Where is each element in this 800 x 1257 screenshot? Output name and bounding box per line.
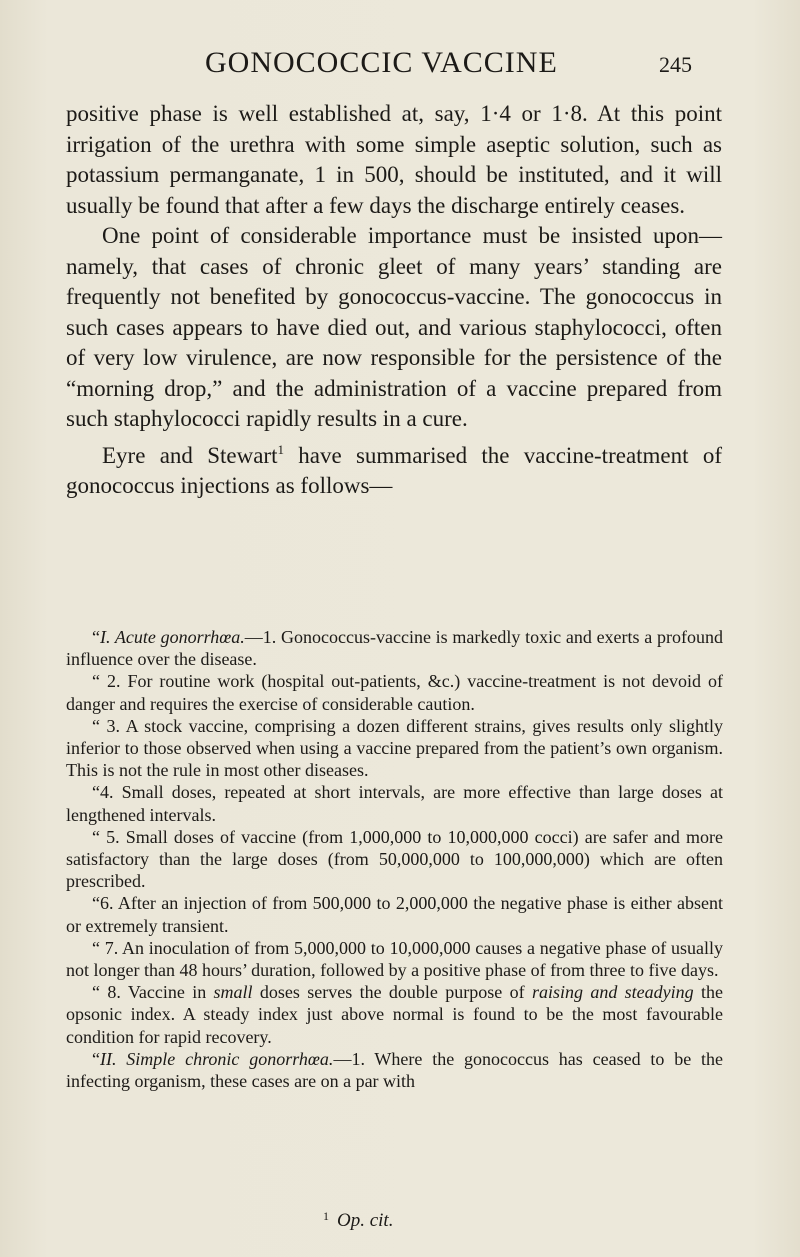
quote-open-mark: “ <box>92 937 100 958</box>
quote-item <box>66 826 723 893</box>
quote-item <box>66 981 723 1048</box>
quote-open-mark: “ <box>92 715 100 736</box>
quote-item <box>66 937 723 981</box>
running-title: GONOCOCCIC VACCINE <box>205 46 558 79</box>
paragraph-2: One point of considerable importance must be insisted upon—namely, that cases of chronic gleet of many years’ standing are frequently not benefited by gonococcus-vaccine. The gonococcus in such cases appears to have died out, and various staphylococci, often of very low virulence, are now responsible for the persistence of the “morning drop,” and the administration of a vaccine prepared from such staphylococci rapidly results in a cure. <box>66 223 722 431</box>
quote-open-mark: “ <box>92 627 100 647</box>
quote-text: 5. Small doses of vaccine (from 1,000,000 to 10,000,000 cocci) are safer and more satisfactory than the large doses (from 50,000,000 to 100,000,000) which are often prescribed. <box>66 826 723 892</box>
paragraph-3-start: Eyre and Stewart <box>102 442 278 468</box>
paragraph-3-end: have summarised the vaccine-treatment of gonococcus injections as follows— <box>66 442 722 498</box>
quote-open-mark: “ <box>92 893 100 914</box>
quote-text: 7. An inoculation of from 5,000,000 to 10,000,000 causes a negative phase of usually not longer than 48 hours’ duration, followed by a positive phase of from three to five days. <box>66 937 723 981</box>
footnote-reference: 1 <box>277 441 284 457</box>
footnote-mark: 1 <box>323 1209 329 1223</box>
quote-emphasis: small <box>213 982 253 1003</box>
quote-item <box>66 892 723 936</box>
paragraph-1: positive phase is well established at, say, 1·4 or 1·8. At this point irrigation of the urethra with some simple aseptic solution, such as potassium permanganate, 1 in 500, should be instituted, and it will usually be found that after a few days the discharge entirely ceases. <box>66 101 722 218</box>
quote-text: 6. After an injection of from 500,000 to 2,000,000 the negative phase is either absent or extremely transient. <box>66 893 723 936</box>
quote-item <box>66 715 723 782</box>
block-quote <box>66 626 723 1092</box>
quote-item <box>66 670 723 714</box>
page-number: 245 <box>659 52 692 77</box>
paragraph-3 <box>66 435 722 502</box>
footnote-text: Op. cit. <box>337 1210 394 1231</box>
main-text <box>66 99 722 502</box>
quote-open-mark: “ <box>92 982 100 1003</box>
quote-text: —1. Where the gonococcus has ceased to be the infecting organism, these cases are on a par with <box>66 1048 723 1092</box>
quote-item <box>66 781 723 825</box>
quote-emphasis: raising and steadying <box>531 982 694 1003</box>
quote-open-mark: “ <box>92 671 100 692</box>
quote-section-heading: II. Simple chronic gonorrhœa. <box>100 1048 334 1069</box>
quote-text: the opsonic index. A steady index just above normal is found to be the most favourable condition for rapid recovery. <box>66 982 723 1047</box>
quote-text: 3. A stock vaccine, comprising a dozen different strains, gives results only slightly inferior to those observed when using a vaccine prepared from the patient’s own organism. This is not the rule in most other diseases. <box>66 715 724 781</box>
quote-text: 8. Vaccine in <box>107 982 214 1003</box>
quote-open-mark: “ <box>92 826 100 847</box>
quote-text: 4. Small doses, repeated at short intervals, are more effective than large doses at lengthened intervals. <box>66 782 723 825</box>
quote-item <box>66 1048 723 1092</box>
page-header <box>0 46 800 86</box>
quote-open-mark: “ <box>92 782 100 803</box>
quote-text: doses serves the double purpose of <box>252 982 532 1003</box>
quote-open-mark: “ <box>92 1048 100 1069</box>
quote-text: —1. Gonococcus-vaccine is markedly toxic and exerts a profound influence over the disease. <box>66 627 723 670</box>
footnote-line <box>323 1209 393 1232</box>
quote-section-heading: I. Acute gonorrhœa. <box>100 627 245 647</box>
quote-item <box>66 626 723 670</box>
quote-text: 2. For routine work (hospital out-patients, &c.) vaccine-treatment is not devoid of danger and requires the exercise of considerable caution. <box>66 671 724 714</box>
